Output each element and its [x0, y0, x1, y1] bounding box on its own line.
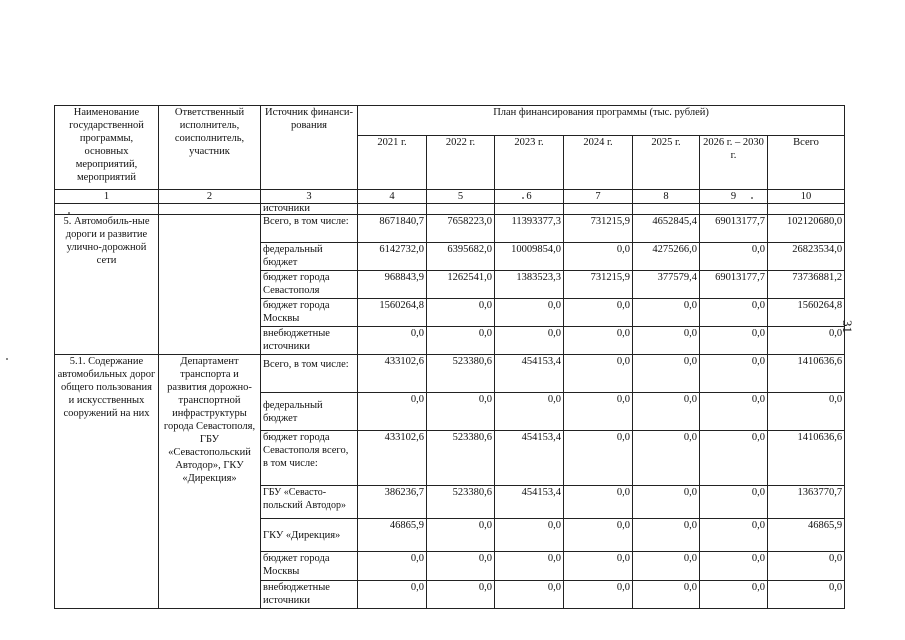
value-cell: 0,0 — [633, 431, 700, 486]
source-cell: бюджет города Москвы — [261, 299, 358, 327]
source-cell: бюджет города Севастополя всего, в том числе: — [261, 431, 358, 486]
value-cell: 0,0 — [358, 327, 427, 355]
source-cell: бюджет города Москвы — [261, 552, 358, 581]
value-cell: 1410636,6 — [768, 355, 845, 393]
value-cell: 0,0 — [495, 519, 564, 552]
section-5-name: 5. Автомобиль-ные дороги и развитие улично-дорожной сети — [55, 215, 159, 355]
section-5-1-responsible: Департамент транспорта и развития дорожно-транспортной инфраструктуры города Севастополя, ГБУ «Севастопольский Автодор», ГКУ «Дирекция» — [159, 355, 261, 609]
scan-dot — [6, 358, 8, 360]
value-cell: 8671840,7 — [358, 215, 427, 243]
value-cell: 0,0 — [358, 552, 427, 581]
value-cell: 523380,6 — [427, 431, 495, 486]
column-index: 5 — [427, 190, 495, 204]
value-cell: 433102,6 — [358, 355, 427, 393]
value-cell: 0,0 — [633, 486, 700, 519]
value-cell: 0,0 — [564, 431, 633, 486]
value-cell: 0,0 — [495, 327, 564, 355]
column-index: 9 — [700, 190, 768, 204]
value-cell: 0,0 — [564, 355, 633, 393]
value-cell: 0,0 — [427, 299, 495, 327]
value-cell: 0,0 — [427, 519, 495, 552]
header-year: 2026 г. – 2030 г. — [700, 136, 768, 190]
value-cell: 0,0 — [564, 243, 633, 271]
column-index: 2 — [159, 190, 261, 204]
value-cell: 0,0 — [700, 393, 768, 431]
source-cell: федеральный бюджет — [261, 243, 358, 271]
value-cell: 0,0 — [700, 486, 768, 519]
value-cell: 0,0 — [768, 327, 845, 355]
value-cell: 10009854,0 — [495, 243, 564, 271]
header-year: 2023 г. — [495, 136, 564, 190]
value-cell: 0,0 — [633, 299, 700, 327]
source-cell: внебюджетные источники — [261, 327, 358, 355]
page-number: 31 — [840, 320, 855, 333]
value-cell: 0,0 — [768, 393, 845, 431]
value-cell: 0,0 — [700, 327, 768, 355]
value-cell: 0,0 — [495, 299, 564, 327]
value-cell: 0,0 — [768, 581, 845, 609]
header-source: Источник финанси-рования — [261, 106, 358, 190]
value-cell: 0,0 — [700, 355, 768, 393]
value-cell: 454153,4 — [495, 486, 564, 519]
value-cell: 0,0 — [358, 581, 427, 609]
value-cell: 0,0 — [633, 355, 700, 393]
value-cell: 454153,4 — [495, 431, 564, 486]
value-cell: 0,0 — [427, 581, 495, 609]
value-cell: 0,0 — [633, 552, 700, 581]
value-cell: 0,0 — [564, 552, 633, 581]
column-index: 3 — [261, 190, 358, 204]
value-cell: 1560264,8 — [358, 299, 427, 327]
value-cell: 0,0 — [427, 393, 495, 431]
value-cell: 1410636,6 — [768, 431, 845, 486]
value-cell: 4652845,4 — [633, 215, 700, 243]
value-cell: 0,0 — [564, 486, 633, 519]
value-cell: 0,0 — [768, 552, 845, 581]
value-cell: 4275266,0 — [633, 243, 700, 271]
section-5-1-name: 5.1. Содержание автомобильных дорог общего пользования и искусственных сооружений на них — [55, 355, 159, 609]
value-cell: 0,0 — [564, 519, 633, 552]
section-5-responsible — [159, 215, 261, 355]
source-cell: внебюджетные источники — [261, 581, 358, 609]
value-cell: 0,0 — [427, 552, 495, 581]
financing-table — [54, 105, 845, 609]
value-cell: 0,0 — [700, 552, 768, 581]
value-cell: 46865,9 — [358, 519, 427, 552]
value-cell: 73736881,2 — [768, 271, 845, 299]
value-cell: 0,0 — [564, 393, 633, 431]
column-index: 1 — [55, 190, 159, 204]
header-year: 2022 г. — [427, 136, 495, 190]
source-cell: источники — [261, 204, 358, 215]
source-cell: Всего, в том числе: — [261, 355, 358, 393]
value-cell: 0,0 — [700, 519, 768, 552]
value-cell: 7658223,0 — [427, 215, 495, 243]
value-cell: 1262541,0 — [427, 271, 495, 299]
value-cell: 26823534,0 — [768, 243, 845, 271]
source-cell: ГКУ «Дирекция» — [261, 519, 358, 552]
value-cell: 454153,4 — [495, 355, 564, 393]
value-cell: 377579,4 — [633, 271, 700, 299]
value-cell: 0,0 — [700, 243, 768, 271]
value-cell: 0,0 — [495, 581, 564, 609]
value-cell: 0,0 — [495, 552, 564, 581]
value-cell: 433102,6 — [358, 431, 427, 486]
value-cell: 1363770,7 — [768, 486, 845, 519]
value-cell: 0,0 — [700, 299, 768, 327]
value-cell: 6395682,0 — [427, 243, 495, 271]
column-index: 8 — [633, 190, 700, 204]
column-index: 7 — [564, 190, 633, 204]
header-plan: План финансирования программы (тыс. рублей) — [358, 106, 845, 136]
source-cell: федеральный бюджет — [261, 393, 358, 431]
value-cell: 731215,9 — [564, 271, 633, 299]
value-cell: 0,0 — [564, 299, 633, 327]
value-cell: 0,0 — [700, 581, 768, 609]
value-cell: 0,0 — [358, 393, 427, 431]
source-cell: бюджет города Севастополя — [261, 271, 358, 299]
value-cell: 0,0 — [495, 393, 564, 431]
header-year: 2024 г. — [564, 136, 633, 190]
value-cell: 731215,9 — [564, 215, 633, 243]
value-cell: 0,0 — [633, 393, 700, 431]
header-responsible: Ответственный исполнитель, соисполнитель, участник — [159, 106, 261, 190]
value-cell: 0,0 — [700, 431, 768, 486]
source-cell: ГБУ «Севасто-польский Автодор» — [261, 486, 358, 519]
header-program-name: Наименование государственной программы, основных мероприятий, мероприятий — [55, 106, 159, 190]
value-cell: 0,0 — [633, 581, 700, 609]
value-cell: 0,0 — [564, 581, 633, 609]
value-cell: 0,0 — [633, 327, 700, 355]
value-cell: 1383523,3 — [495, 271, 564, 299]
value-cell: 11393377,3 — [495, 215, 564, 243]
value-cell: 69013177,7 — [700, 271, 768, 299]
column-index: 6 — [495, 190, 564, 204]
source-cell: Всего, в том числе: — [261, 215, 358, 243]
value-cell: 0,0 — [564, 327, 633, 355]
value-cell: 102120680,0 — [768, 215, 845, 243]
value-cell: 386236,7 — [358, 486, 427, 519]
value-cell: 1560264,8 — [768, 299, 845, 327]
value-cell: 523380,6 — [427, 355, 495, 393]
value-cell: 0,0 — [427, 327, 495, 355]
header-year: 2025 г. — [633, 136, 700, 190]
value-cell: 69013177,7 — [700, 215, 768, 243]
header-total: Всего — [768, 136, 845, 190]
header-year: 2021 г. — [358, 136, 427, 190]
value-cell: 968843,9 — [358, 271, 427, 299]
column-index: 10 — [768, 190, 845, 204]
column-index: 4 — [358, 190, 427, 204]
value-cell: 0,0 — [633, 519, 700, 552]
value-cell: 523380,6 — [427, 486, 495, 519]
value-cell: 46865,9 — [768, 519, 845, 552]
value-cell: 6142732,0 — [358, 243, 427, 271]
